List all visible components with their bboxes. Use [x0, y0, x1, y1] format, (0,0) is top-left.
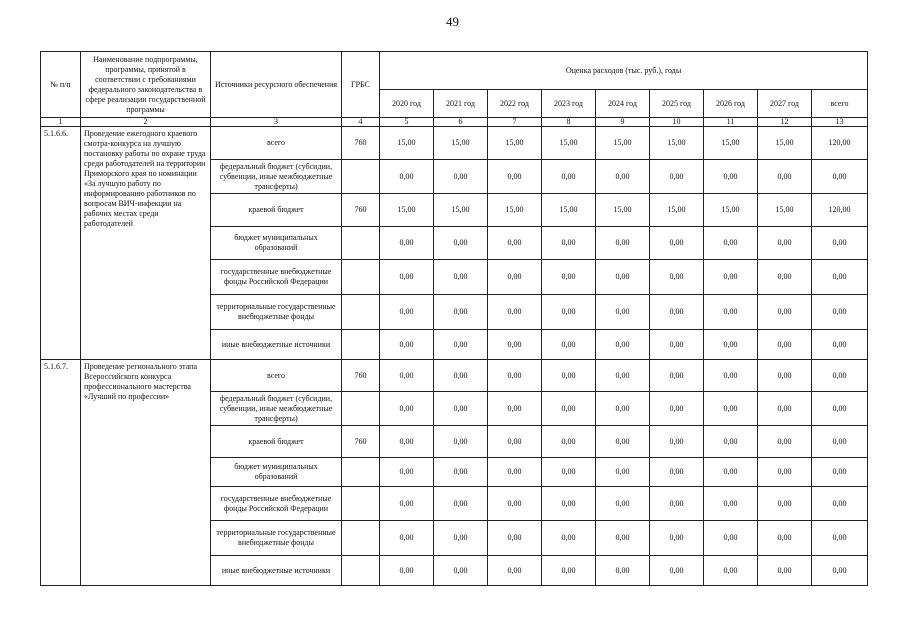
- value-cell: 0,00: [542, 521, 596, 556]
- value-cell: 0,00: [380, 260, 434, 295]
- value-cell: 0,00: [758, 160, 812, 194]
- value-cell: 0,00: [542, 295, 596, 330]
- source-cell: государственные внебюджетные фонды Российской Федерации: [211, 487, 342, 521]
- value-cell: 0,00: [434, 160, 488, 194]
- source-cell: иные внебюджетные источники: [211, 556, 342, 586]
- header-year: 2023 год: [542, 90, 596, 118]
- header-total: всего: [812, 90, 868, 118]
- grbs-cell: [342, 330, 380, 360]
- value-cell: 0,00: [380, 160, 434, 194]
- value-cell: 0,00: [380, 521, 434, 556]
- value-cell: 0,00: [704, 260, 758, 295]
- section-name: Проведение ежегодного краевого смотра-конкурса на лучшую постановку работы по охране труда среди работодателей на территории Приморского края по номинации «За лучшую работу по информированию работников по вопросам ВИЧ-инфекции на рабочих местах среди работодателей: [81, 127, 211, 360]
- budget-table: [40, 51, 868, 586]
- value-cell: 0,00: [542, 556, 596, 586]
- header-year: 2024 год: [596, 90, 650, 118]
- value-cell: 0,00: [758, 458, 812, 487]
- value-cell: 0,00: [596, 392, 650, 426]
- value-cell: 0,00: [542, 227, 596, 260]
- value-cell: 0,00: [380, 227, 434, 260]
- total-cell: 0,00: [812, 556, 868, 586]
- value-cell: 0,00: [488, 260, 542, 295]
- grbs-cell: [342, 160, 380, 194]
- value-cell: 0,00: [380, 556, 434, 586]
- value-cell: 0,00: [434, 487, 488, 521]
- index-cell: 10: [650, 118, 704, 127]
- value-cell: 0,00: [596, 556, 650, 586]
- value-cell: 0,00: [596, 295, 650, 330]
- index-row: [41, 118, 868, 127]
- header-year: 2021 год: [434, 90, 488, 118]
- grbs-cell: [342, 295, 380, 330]
- value-cell: 15,00: [650, 194, 704, 227]
- value-cell: 0,00: [596, 260, 650, 295]
- total-cell: 0,00: [812, 426, 868, 458]
- index-cell: 6: [434, 118, 488, 127]
- source-cell: иные внебюджетные источники: [211, 330, 342, 360]
- value-cell: 0,00: [758, 521, 812, 556]
- value-cell: 0,00: [542, 426, 596, 458]
- value-cell: 0,00: [380, 487, 434, 521]
- value-cell: 0,00: [542, 160, 596, 194]
- index-cell: 12: [758, 118, 812, 127]
- value-cell: 0,00: [434, 521, 488, 556]
- source-cell: федеральный бюджет (субсидии, субвенции, иные межбюджетные трансферты): [211, 160, 342, 194]
- value-cell: 15,00: [542, 194, 596, 227]
- source-cell: бюджет муниципальных образований: [211, 458, 342, 487]
- value-cell: 0,00: [650, 426, 704, 458]
- table-row: [41, 360, 868, 392]
- total-cell: 120,00: [812, 194, 868, 227]
- value-cell: 0,00: [704, 227, 758, 260]
- value-cell: 0,00: [542, 487, 596, 521]
- source-cell: государственные внебюджетные фонды Российской Федерации: [211, 260, 342, 295]
- value-cell: 0,00: [758, 426, 812, 458]
- header-year: 2022 год: [488, 90, 542, 118]
- value-cell: 0,00: [488, 227, 542, 260]
- total-cell: 0,00: [812, 260, 868, 295]
- total-cell: 0,00: [812, 521, 868, 556]
- value-cell: 0,00: [434, 260, 488, 295]
- value-cell: 0,00: [434, 295, 488, 330]
- value-cell: 15,00: [596, 127, 650, 160]
- index-cell: 5: [380, 118, 434, 127]
- index-cell: 2: [81, 118, 211, 127]
- header-number: № п/п: [41, 52, 81, 118]
- value-cell: 0,00: [434, 426, 488, 458]
- value-cell: 0,00: [758, 360, 812, 392]
- grbs-cell: [342, 392, 380, 426]
- value-cell: 0,00: [596, 330, 650, 360]
- value-cell: 0,00: [488, 521, 542, 556]
- value-cell: 0,00: [704, 458, 758, 487]
- value-cell: 0,00: [488, 360, 542, 392]
- grbs-cell: [342, 458, 380, 487]
- table-row: [41, 127, 868, 160]
- value-cell: 0,00: [380, 330, 434, 360]
- table-body: [41, 127, 868, 586]
- value-cell: 0,00: [704, 360, 758, 392]
- total-cell: 120,00: [812, 127, 868, 160]
- grbs-cell: [342, 260, 380, 295]
- value-cell: 0,00: [650, 260, 704, 295]
- value-cell: 0,00: [488, 330, 542, 360]
- value-cell: 0,00: [758, 260, 812, 295]
- value-cell: 0,00: [380, 458, 434, 487]
- total-cell: 0,00: [812, 487, 868, 521]
- grbs-cell: 760: [342, 194, 380, 227]
- source-cell: федеральный бюджет (субсидии, субвенции, иные межбюджетные трансферты): [211, 392, 342, 426]
- source-cell: бюджет муниципальных образований: [211, 227, 342, 260]
- section-number: 5.1.6.7.: [41, 360, 81, 586]
- value-cell: 0,00: [704, 392, 758, 426]
- value-cell: 0,00: [704, 295, 758, 330]
- source-cell: территориальные государственные внебюджетные фонды: [211, 295, 342, 330]
- header-source: Источники ресурсного обеспечения: [211, 52, 342, 118]
- index-cell: 13: [812, 118, 868, 127]
- value-cell: 0,00: [704, 521, 758, 556]
- value-cell: 0,00: [488, 556, 542, 586]
- index-cell: 7: [488, 118, 542, 127]
- value-cell: 0,00: [488, 426, 542, 458]
- value-cell: 0,00: [434, 360, 488, 392]
- value-cell: 15,00: [380, 194, 434, 227]
- grbs-cell: [342, 227, 380, 260]
- value-cell: 0,00: [758, 556, 812, 586]
- value-cell: 0,00: [434, 330, 488, 360]
- header-year: 2020 год: [380, 90, 434, 118]
- total-cell: 0,00: [812, 295, 868, 330]
- value-cell: 0,00: [704, 330, 758, 360]
- value-cell: 0,00: [596, 487, 650, 521]
- total-cell: 0,00: [812, 330, 868, 360]
- value-cell: 15,00: [488, 127, 542, 160]
- source-cell: всего: [211, 360, 342, 392]
- source-cell: краевой бюджет: [211, 426, 342, 458]
- source-cell: краевой бюджет: [211, 194, 342, 227]
- grbs-cell: 760: [342, 360, 380, 392]
- value-cell: 0,00: [542, 392, 596, 426]
- value-cell: 15,00: [434, 194, 488, 227]
- header-year: 2027 год: [758, 90, 812, 118]
- value-cell: 15,00: [596, 194, 650, 227]
- value-cell: 15,00: [434, 127, 488, 160]
- section-name: Проведение регионального этапа Всероссийского конкурса профессионального мастерства «Лучший по профессии»: [81, 360, 211, 586]
- index-cell: 4: [342, 118, 380, 127]
- header-year: 2025 год: [650, 90, 704, 118]
- value-cell: 0,00: [380, 360, 434, 392]
- value-cell: 0,00: [488, 392, 542, 426]
- value-cell: 0,00: [434, 227, 488, 260]
- value-cell: 15,00: [704, 194, 758, 227]
- value-cell: 0,00: [542, 360, 596, 392]
- value-cell: 0,00: [380, 392, 434, 426]
- value-cell: 15,00: [650, 127, 704, 160]
- value-cell: 0,00: [542, 458, 596, 487]
- value-cell: 0,00: [596, 360, 650, 392]
- index-cell: 1: [41, 118, 81, 127]
- value-cell: 0,00: [758, 487, 812, 521]
- value-cell: 0,00: [434, 458, 488, 487]
- value-cell: 15,00: [758, 194, 812, 227]
- value-cell: 0,00: [704, 426, 758, 458]
- source-cell: территориальные государственные внебюджетные фонды: [211, 521, 342, 556]
- value-cell: 0,00: [542, 260, 596, 295]
- value-cell: 0,00: [596, 426, 650, 458]
- value-cell: 0,00: [650, 521, 704, 556]
- value-cell: 0,00: [650, 227, 704, 260]
- index-cell: 3: [211, 118, 342, 127]
- value-cell: 0,00: [758, 330, 812, 360]
- value-cell: 15,00: [758, 127, 812, 160]
- value-cell: 0,00: [650, 556, 704, 586]
- value-cell: 0,00: [650, 160, 704, 194]
- grbs-cell: [342, 556, 380, 586]
- value-cell: 0,00: [596, 521, 650, 556]
- source-cell: всего: [211, 127, 342, 160]
- value-cell: 15,00: [542, 127, 596, 160]
- value-cell: 0,00: [380, 426, 434, 458]
- header-estimate: Оценка расходов (тыс. руб.), годы: [380, 52, 868, 90]
- value-cell: 0,00: [650, 458, 704, 487]
- value-cell: 0,00: [650, 392, 704, 426]
- value-cell: 15,00: [488, 194, 542, 227]
- value-cell: 0,00: [650, 295, 704, 330]
- value-cell: 0,00: [650, 360, 704, 392]
- value-cell: 0,00: [434, 556, 488, 586]
- header-year: 2026 год: [704, 90, 758, 118]
- value-cell: 0,00: [542, 330, 596, 360]
- page-number: 49: [446, 14, 459, 29]
- value-cell: 15,00: [380, 127, 434, 160]
- value-cell: 0,00: [488, 160, 542, 194]
- index-cell: 8: [542, 118, 596, 127]
- value-cell: 0,00: [488, 458, 542, 487]
- value-cell: 0,00: [650, 330, 704, 360]
- total-cell: 0,00: [812, 392, 868, 426]
- grbs-cell: 760: [342, 426, 380, 458]
- section-number: 5.1.6.6.: [41, 127, 81, 360]
- total-cell: 0,00: [812, 360, 868, 392]
- value-cell: 0,00: [704, 160, 758, 194]
- value-cell: 0,00: [758, 392, 812, 426]
- total-cell: 0,00: [812, 160, 868, 194]
- value-cell: 0,00: [488, 487, 542, 521]
- value-cell: 15,00: [704, 127, 758, 160]
- value-cell: 0,00: [704, 487, 758, 521]
- header-grbs: ГРБС: [342, 52, 380, 118]
- value-cell: 0,00: [596, 458, 650, 487]
- grbs-cell: [342, 521, 380, 556]
- header-name: Наименование подпрограммы, программы, принятой в соответствии с требованиями федерального законодательства в сфере реализации государственной программы: [81, 52, 211, 118]
- value-cell: 0,00: [380, 295, 434, 330]
- value-cell: 0,00: [488, 295, 542, 330]
- total-cell: 0,00: [812, 458, 868, 487]
- value-cell: 0,00: [758, 227, 812, 260]
- index-cell: 9: [596, 118, 650, 127]
- value-cell: 0,00: [758, 295, 812, 330]
- grbs-cell: 760: [342, 127, 380, 160]
- value-cell: 0,00: [650, 487, 704, 521]
- value-cell: 0,00: [434, 392, 488, 426]
- grbs-cell: [342, 487, 380, 521]
- index-cell: 11: [704, 118, 758, 127]
- total-cell: 0,00: [812, 227, 868, 260]
- value-cell: 0,00: [596, 160, 650, 194]
- value-cell: 0,00: [596, 227, 650, 260]
- value-cell: 0,00: [704, 556, 758, 586]
